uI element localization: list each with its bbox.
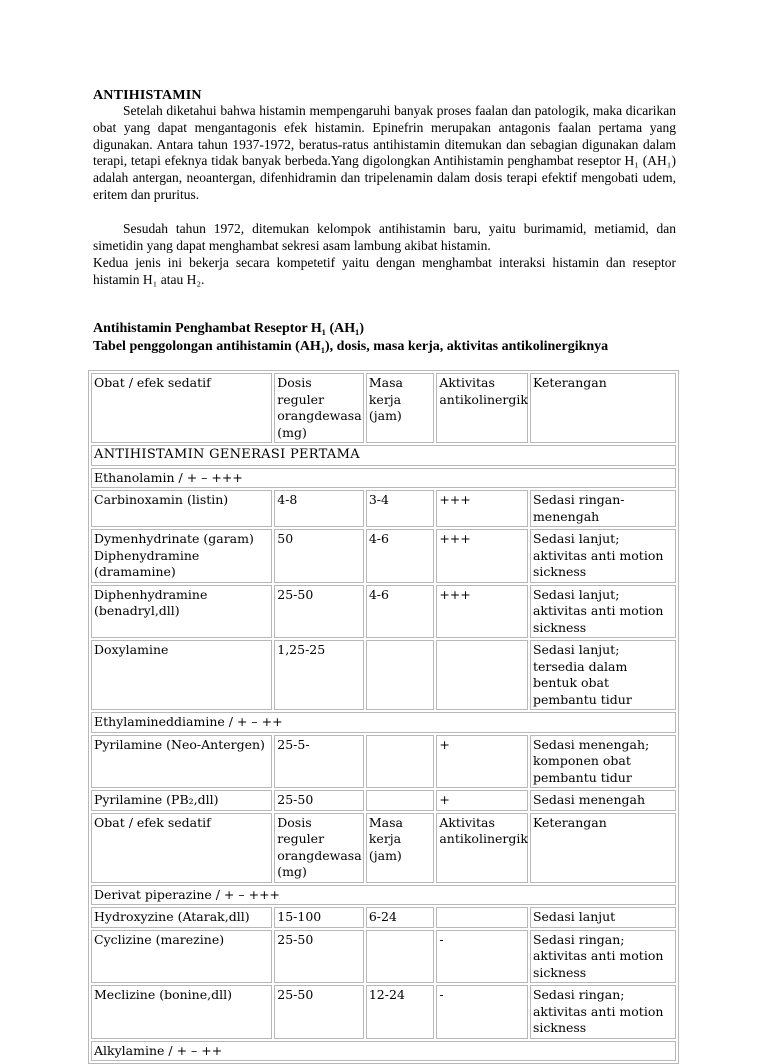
cell-obat: Diphenhydramine (benadryl,dll)	[91, 585, 272, 639]
cell-masa-kerja: 12-24	[366, 985, 434, 1039]
cell-obat: Dymenhydrinate (garam) Diphenydramine (dramamine)	[91, 529, 272, 583]
group-row	[91, 1041, 676, 1062]
table-row	[91, 529, 676, 583]
header-keterangan: Keterangan	[530, 373, 676, 443]
header-dosis: Dosis reguler orangdewasa (mg)	[274, 373, 364, 443]
cell-aktivitas: +	[436, 790, 528, 811]
group-label-ethylamineddiamine: Ethylamineddiamine / + – ++	[91, 712, 676, 733]
table-row	[91, 490, 676, 527]
cell-aktivitas: -	[436, 930, 528, 984]
header-obat: Obat / efek sedatif	[91, 813, 272, 883]
cell-keterangan: Sedasi menengah	[530, 790, 676, 811]
cell-obat: Pyrilamine (PB₂,dll)	[91, 790, 272, 811]
cell-dosis: 1,25-25	[274, 640, 364, 710]
cell-keterangan: Sedasi ringan; aktivitas anti motion sickness	[530, 985, 676, 1039]
cell-masa-kerja	[366, 790, 434, 811]
document-title: ANTIHISTAMIN	[93, 88, 202, 103]
cell-masa-kerja	[366, 930, 434, 984]
header-obat: Obat / efek sedatif	[91, 373, 272, 443]
table-header-row	[91, 373, 676, 443]
header-masa-kerja: Masa kerja (jam)	[366, 813, 434, 883]
table-caption: Tabel penggolongan antihistamin (AH₁), dosis, masa kerja, aktivitas antikolinergiknya	[93, 339, 609, 354]
group-label-ethanolamin: Ethanolamin / + – +++	[91, 468, 676, 489]
cell-obat: Doxylamine	[91, 640, 272, 710]
cell-aktivitas	[436, 907, 528, 928]
cell-dosis: 25-50	[274, 985, 364, 1039]
cell-masa-kerja: 4-6	[366, 529, 434, 583]
cell-masa-kerja	[366, 735, 434, 789]
cell-aktivitas	[436, 640, 528, 710]
cell-aktivitas: +++	[436, 585, 528, 639]
antihistamine-table	[88, 370, 679, 1064]
cell-dosis: 50	[274, 529, 364, 583]
cell-aktivitas: +++	[436, 490, 528, 527]
cell-dosis: 25-50	[274, 930, 364, 984]
table-row	[91, 985, 676, 1039]
table-row	[91, 640, 676, 710]
cell-masa-kerja: 6-24	[366, 907, 434, 928]
table-row	[91, 735, 676, 789]
cell-keterangan: Sedasi lanjut; tersedia dalam bentuk obat pembantu tidur	[530, 640, 676, 710]
cell-keterangan: Sedasi ringan-menengah	[530, 490, 676, 527]
group-label-alkylamine: Alkylamine / + – ++	[91, 1041, 676, 1062]
group-row	[91, 468, 676, 489]
cell-masa-kerja: 4-6	[366, 585, 434, 639]
table-row	[91, 585, 676, 639]
cell-obat: Pyrilamine (Neo-Antergen)	[91, 735, 272, 789]
cell-dosis: 4-8	[274, 490, 364, 527]
header-dosis: Dosis reguler orangdewasa (mg)	[274, 813, 364, 883]
paragraph-1972: Sesudah tahun 1972, ditemukan kelompok antihistamin baru, yaitu burimamid, metiamid, dan simetidin yang dapat menghambat sekresi asam lambung akibat histamin.	[93, 221, 676, 253]
group-label-piperazine: Derivat piperazine / + – +++	[91, 885, 676, 906]
paragraph-kompetetif: Kedua jenis ini bekerja secara kompetetif yaitu dengan menghambat interaksi histamin dan reseptor histamin H₁ atau H₂.	[93, 255, 676, 287]
header-aktivitas: Aktivitas antikolinergik	[436, 813, 528, 883]
section-title: Antihistamin Penghambat Reseptor H₁ (AH₁)	[93, 321, 365, 336]
cell-dosis: 25-5-	[274, 735, 364, 789]
header-aktivitas: Aktivitas antikolinergik	[436, 373, 528, 443]
cell-dosis: 15-100	[274, 907, 364, 928]
table-row	[91, 790, 676, 811]
header-masa-kerja: Masa kerja (jam)	[366, 373, 434, 443]
cell-dosis: 25-50	[274, 790, 364, 811]
cell-keterangan: Sedasi lanjut; aktivitas anti motion sickness	[530, 585, 676, 639]
cell-keterangan: Sedasi lanjut; aktivitas anti motion sickness	[530, 529, 676, 583]
table-row	[91, 930, 676, 984]
group-row	[91, 445, 676, 466]
paragraph-intro: Setelah diketahui bahwa histamin mempengaruhi banyak proses faalan dan patologik, maka dicarikan obat yang dapat mengantagonis efek histamin. Epinefrin merupakan antagonis faalan pertama yang digunakan. Antara tahun 1937-1972, beratus-ratus antihistamin ditemukan dan sebagian digunakan dalam terapi, tetapi efeknya tidak banyak berbeda.Yang digolongkan Antihistamin penghambat reseptor H₁ (AH₁) adalah antergan, neoantergan, difenhidramin dan tripelenamin dalam dosis terapi efektif mengobati udem, eritem dan pruritus.	[93, 103, 676, 202]
cell-aktivitas: +	[436, 735, 528, 789]
cell-keterangan: Sedasi lanjut	[530, 907, 676, 928]
cell-obat: Hydroxyzine (Atarak,dll)	[91, 907, 272, 928]
cell-aktivitas: +++	[436, 529, 528, 583]
cell-aktivitas: -	[436, 985, 528, 1039]
header-keterangan: Keterangan	[530, 813, 676, 883]
group-label-generasi-pertama: ANTIHISTAMIN GENERASI PERTAMA	[91, 445, 676, 466]
table-header-row-repeat	[91, 813, 676, 883]
cell-obat: Carbinoxamin (listin)	[91, 490, 272, 527]
cell-masa-kerja	[366, 640, 434, 710]
group-row	[91, 885, 676, 906]
cell-keterangan: Sedasi ringan; aktivitas anti motion sickness	[530, 930, 676, 984]
cell-masa-kerja: 3-4	[366, 490, 434, 527]
cell-obat: Cyclizine (marezine)	[91, 930, 272, 984]
cell-dosis: 25-50	[274, 585, 364, 639]
cell-keterangan: Sedasi menengah; komponen obat pembantu tidur	[530, 735, 676, 789]
group-row	[91, 712, 676, 733]
cell-obat: Meclizine (bonine,dll)	[91, 985, 272, 1039]
table-row	[91, 907, 676, 928]
